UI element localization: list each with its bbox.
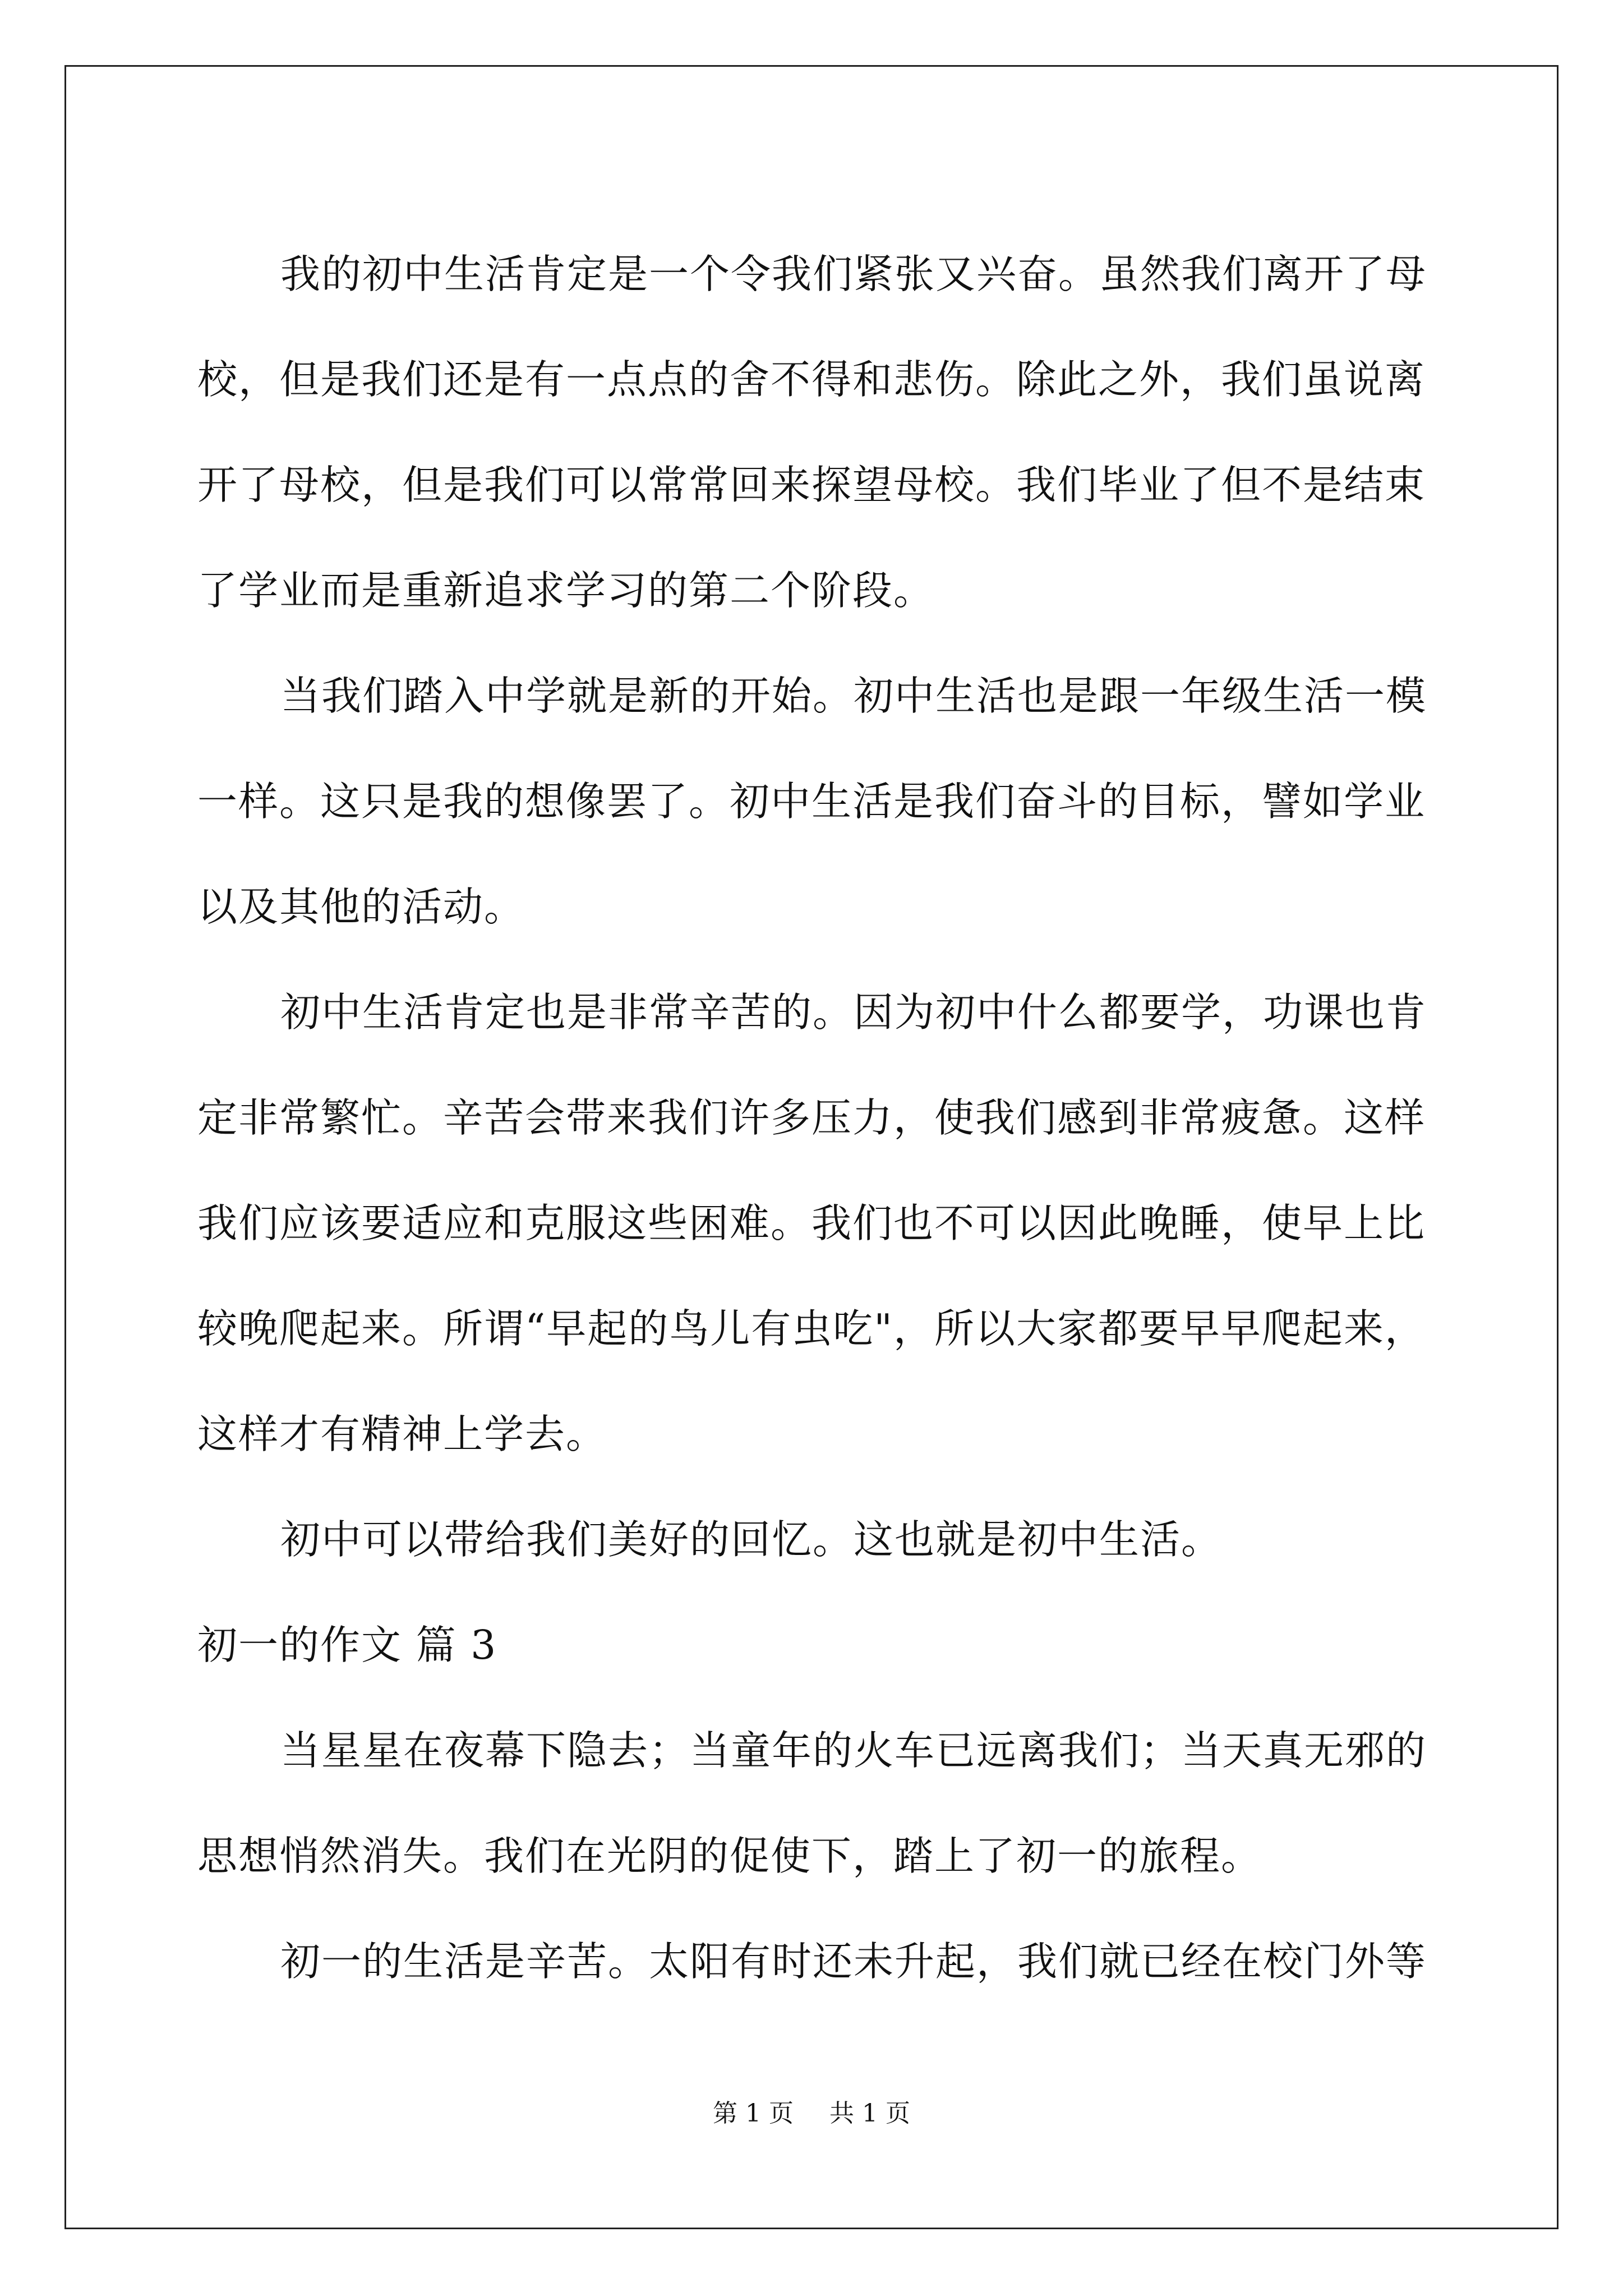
page-footer: [0, 2097, 1623, 2131]
paragraph: [197, 1487, 1431, 1593]
paragraph-line: 当星星在夜幕下隐去；当童年的火车已远离我们；当天真无邪的: [280, 1727, 1427, 1774]
paragraph-line: 一样。这只是我的想像罢了。初中生活是我们奋斗的目标，譬如学业: [197, 778, 1426, 825]
paragraph: [197, 222, 1431, 643]
document-body: [197, 222, 1431, 2014]
section-heading: 初一的作文 篇 3: [197, 1622, 497, 1668]
paragraph-line: 开了母校，但是我们可以常常回来探望母校。我们毕业了但不是结束: [197, 462, 1426, 508]
paragraph-line: 以及其他的活动。: [197, 884, 525, 930]
page-number-total: 共 1 页: [829, 2099, 910, 2128]
paragraph: [197, 1909, 1431, 2014]
paragraph-line: 初中可以带给我们美好的回忆。这也就是初中生活。: [280, 1516, 1223, 1563]
paragraph-line: 了学业而是重新追求学习的第二个阶段。: [197, 567, 935, 614]
paragraph: [197, 1698, 1431, 1909]
paragraph-line: 定非常繁忙。辛苦会带来我们许多压力，使我们感到非常疲惫。这样: [197, 1094, 1426, 1141]
paragraph: [197, 643, 1431, 960]
paragraph-line: 较晚爬起来。所谓“早起的鸟儿有虫吃"，所以大家都要早早爬起来，: [197, 1305, 1426, 1352]
paragraph-line: 我的初中生活肯定是一个令我们紧张又兴奋。虽然我们离开了母: [280, 251, 1427, 297]
paragraph-line: 当我们踏入中学就是新的开始。初中生活也是跟一年级生活一模: [280, 673, 1427, 719]
page-number-current: 第 1 页: [713, 2099, 794, 2128]
paragraph-line: 初中生活肯定也是非常辛苦的。因为初中什么都要学，功课也肯: [280, 989, 1427, 1036]
paragraph-line: 这样才有精神上学去。: [197, 1411, 607, 1457]
paragraph-line: 思想悄然消失。我们在光阴的促使下，踏上了初一的旅程。: [197, 1833, 1262, 1879]
paragraph-line: 初一的生活是辛苦。太阳有时还未升起，我们就已经在校门外等: [280, 1938, 1427, 1985]
paragraph-line: 我们应该要适应和克服这些困难。我们也不可以因此晚睡，使早上比: [197, 1200, 1426, 1246]
paragraph: [197, 960, 1431, 1487]
paragraph-line: 校，但是我们还是有一点点的舍不得和悲伤。除此之外，我们虽说离: [197, 356, 1426, 403]
